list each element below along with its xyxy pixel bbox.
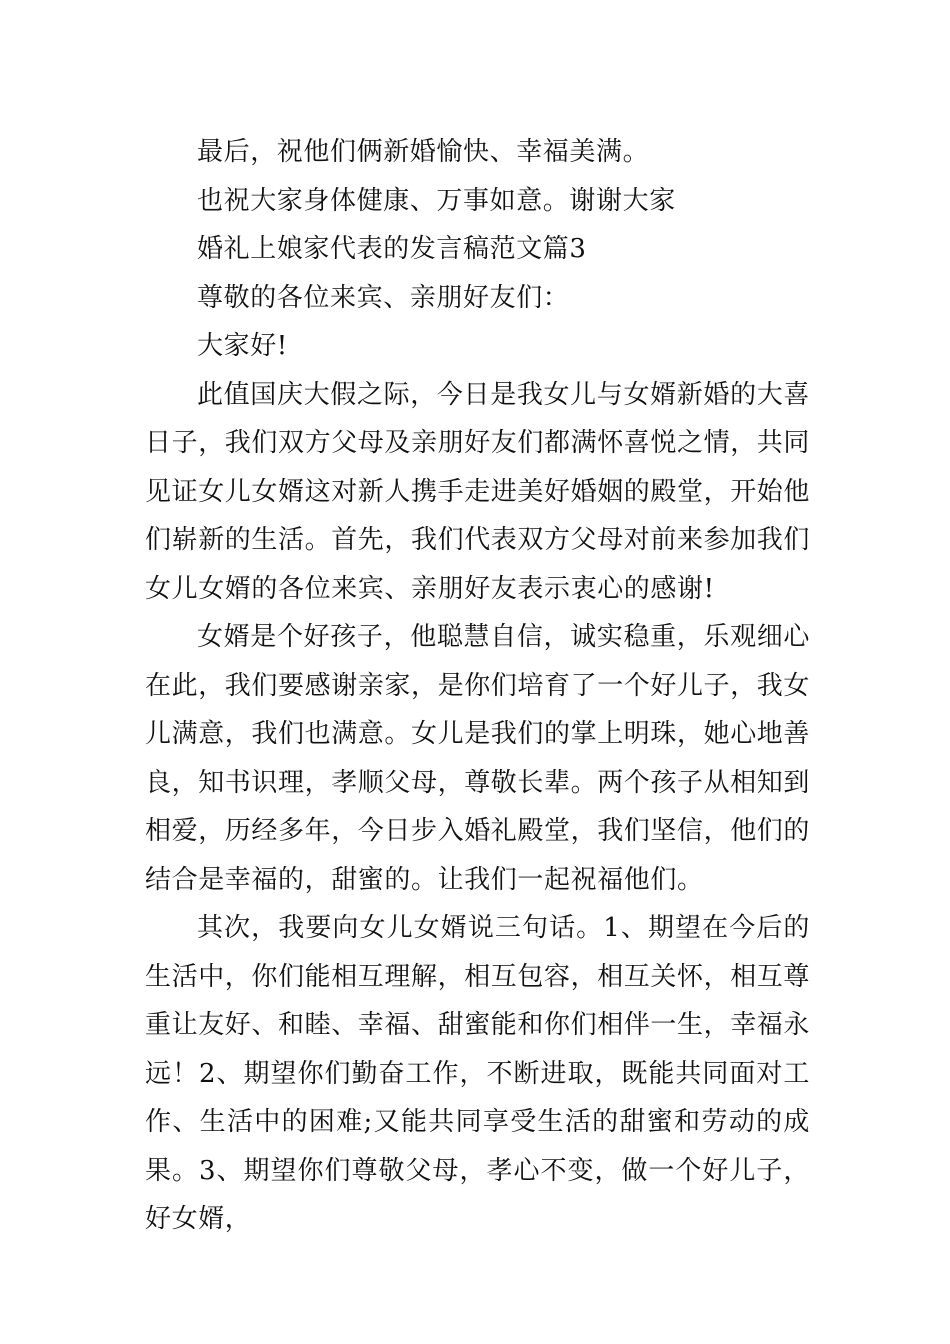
closing-wish-line: 最后，祝他们俩新婚愉快、幸福美满。 bbox=[197, 137, 650, 167]
paragraph-three-wishes: 其次，我要向女儿女婿说三句话。1、期望在今后的生活中，你们能相互理解，相互包容，相互关怀，相互尊重让友好、和睦、幸福、甜蜜能和你们相伴一生，幸福永远！2、期望你们勤奋工作，不断进取，既能共同面对工作、生活中的困难;又能共同享受生活的甜蜜和劳动的成果。3、期望你们尊敬父母，孝心不变，做一个好儿子，好女婿， bbox=[145, 913, 811, 1234]
section-title: 婚礼上娘家代表的发言稿范文篇3 bbox=[197, 234, 587, 264]
paragraph-opening: 此值国庆大假之际，今日是我女儿与女婿新婚的大喜日子，我们双方父母及亲朋好友们都满怀喜悦之情，共同见证女儿女婿这对新人携手走进美好婚姻的殿堂，开始他们崭新的生活。首先，我们代表双方父母对前来参加我们女儿女婿的各位来宾、亲朋好友表示衷心的感谢! bbox=[145, 379, 811, 604]
document-body bbox=[145, 128, 810, 1244]
greeting-line: 大家好! bbox=[197, 331, 288, 361]
thanks-line: 也祝大家身体健康、万事如意。谢谢大家 bbox=[197, 185, 676, 216]
salutation-line: 尊敬的各位来宾、亲朋好友们： bbox=[197, 282, 570, 313]
paragraph-son-in-law: 女婿是个好孩子，他聪慧自信，诚实稳重，乐观细心在此，我们要感谢亲家，是你们培育了一个好儿子，我女儿满意，我们也满意。女儿是我们的掌上明珠，她心地善良，知书识理，孝顺父母，尊敬长辈。两个孩子从相知到相爱，历经多年，今日步入婚礼殿堂，我们坚信，他们的结合是幸福的，甜蜜的。让我们一起祝福他们。 bbox=[145, 622, 811, 895]
